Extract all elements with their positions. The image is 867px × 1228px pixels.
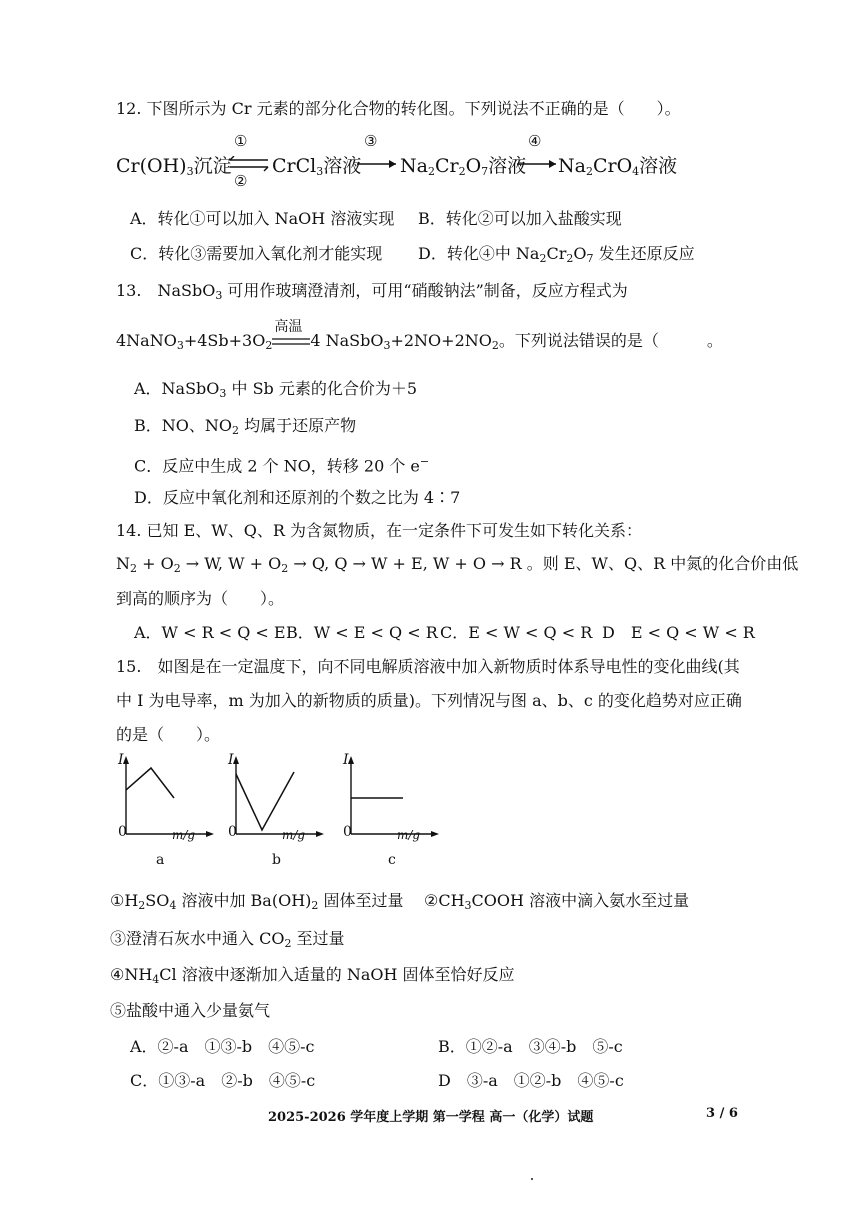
- scan-speck: [531, 1178, 533, 1180]
- graph-b-x-label: m/g: [282, 828, 306, 842]
- q13-option-b: B．NO、$NO_2$ 均属于还原产物: [134, 416, 357, 437]
- q13-stem: 13. NaSbO$_3$ 可用作玻璃澄清剂，可用“硝酸钠法”制备，反应方程式为: [116, 281, 628, 302]
- q15-item-3: ③澄清石灰水中通入 $CO_2$ 至过量: [110, 929, 345, 950]
- q13-option-c: C．反应中生成 2 个 NO，转移 20 个 e−: [134, 455, 430, 476]
- circle-2-label: ②: [234, 172, 248, 190]
- double-line-icon: [272, 337, 310, 347]
- arrow-4-icon: [516, 158, 558, 170]
- graph-b-y-label: I: [228, 752, 234, 768]
- circle-4-label: ④: [528, 132, 542, 150]
- graph-a: [116, 752, 216, 842]
- scheme-species-2: CrCl$_3$溶液: [272, 155, 362, 178]
- graph-a-y-label: I: [118, 752, 124, 768]
- graph-a-origin: 0: [118, 824, 127, 840]
- q12-option-a: A．转化①可以加入 NaOH 溶液实现: [130, 209, 395, 228]
- graph-b-curve: [236, 772, 294, 830]
- arrow-3-icon: [356, 158, 398, 170]
- scheme-species-4: $Na_2CrO_4$溶液: [558, 155, 678, 178]
- graph-c-x-label: m/g: [397, 828, 421, 842]
- scheme-species-1: $Cr(OH)_3$沉淀: [116, 155, 232, 178]
- page-number: 3 / 6: [706, 1106, 738, 1121]
- footer-title: 2025-2026 学年度上学期 第一学程 高一（化学）试题: [268, 1110, 594, 1125]
- graph-c-y-label: I: [343, 752, 349, 768]
- q14-option-b: B．W < E < Q < R: [286, 623, 438, 642]
- q12-stem: 12. 下图所示为 Cr 元素的部分化合物的转化图。下列说法不正确的是（ ）。: [116, 99, 681, 118]
- q15-line2: 中 I 为电导率，m 为加入的新物质的质量)。下列情况与图 a、b、c 的变化趋势对应正确: [116, 691, 742, 710]
- q15-line3: 的是（ ）。: [116, 725, 221, 744]
- q12-option-b: B．转化②可以加入盐酸实现: [418, 209, 622, 228]
- q14-line3: 到高的顺序为（ ）。: [116, 589, 285, 608]
- graph-c: [341, 752, 441, 842]
- graph-a-x-label: m/g: [172, 828, 196, 842]
- q13-option-a: A．NaSbO$_3$ 中 Sb 元素的化合价为＋5: [134, 379, 418, 400]
- q14-stem: 14. 已知 E、W、Q、R 为含氮物质，在一定条件下可发生如下转化关系：: [116, 521, 642, 540]
- graph-c-caption: c: [388, 852, 396, 868]
- q14-option-a: A．W < R < Q < E: [134, 623, 286, 642]
- graph-b: [226, 752, 326, 842]
- q12-conversion-scheme: [116, 132, 716, 196]
- circle-1-label: ①: [234, 132, 248, 150]
- equal-sign-with-condition: [272, 318, 310, 350]
- q15-line1: 15. 如图是在一定温度下，向不同电解质溶液中加入新物质时体系导电性的变化曲线(其: [116, 657, 740, 676]
- q15-option-d: D ③-a ①②-b ④⑤-c: [438, 1071, 624, 1090]
- q15-option-c: C．①③-a ②-b ④⑤-c: [130, 1071, 316, 1090]
- q12-option-c: C．转化③需要加入氧化剂才能实现: [130, 244, 383, 263]
- q15-option-b: B．①②-a ③④-b ⑤-c: [438, 1037, 623, 1056]
- high-temperature-condition: 高温: [274, 318, 303, 335]
- q14-option-c: C．E < W < Q < R: [440, 623, 593, 642]
- graph-b-origin: 0: [228, 824, 237, 840]
- reversible-arrow-icon: [228, 156, 270, 172]
- graph-a-curve: [126, 768, 174, 798]
- scheme-species-3: $Na_2Cr_2O_7$溶液: [400, 155, 527, 178]
- q13-option-d: D．反应中氧化剂和还原剂的个数之比为 4∶7: [134, 488, 461, 507]
- graph-b-caption: b: [272, 852, 281, 868]
- q15-option-a: A．②-a ①③-b ④⑤-c: [130, 1037, 315, 1056]
- circle-3-label: ③: [364, 132, 378, 150]
- q14-option-d: D E < Q < W < R: [602, 623, 755, 642]
- graph-c-origin: 0: [343, 824, 352, 840]
- q15-item-5: ⑤盐酸中通入少量氨气: [110, 1001, 271, 1020]
- q14-reactions: $N_2 + O_2 \to W$, $W + O_2 \to Q$, Q → W + E, W + O → R 。则 E、W、Q、R 中氮的化合价由低: [116, 554, 799, 575]
- conductivity-graphs: [116, 752, 446, 872]
- graph-a-caption: a: [156, 852, 165, 868]
- q13-equation: $4NaNO_3+4Sb+3O_2$ 高温 4 $NaSbO_3+2NO+2NO_2$。下列说法错误的是（ 。: [116, 330, 723, 352]
- q12-option-d: D．转化④中 $Na_2Cr_2O_7$ 发生还原反应: [418, 244, 695, 265]
- q15-item-2: $②CH_3COOH$ 溶液中滴入氨水至过量: [424, 891, 690, 912]
- q15-item-4: $④NH_4Cl$ 溶液中逐渐加入适量的 NaOH 固体至恰好反应: [110, 965, 515, 986]
- q15-item-1: $①H_2SO_4$ 溶液中加 $Ba(OH)_2$ 固体至过量: [110, 891, 404, 912]
